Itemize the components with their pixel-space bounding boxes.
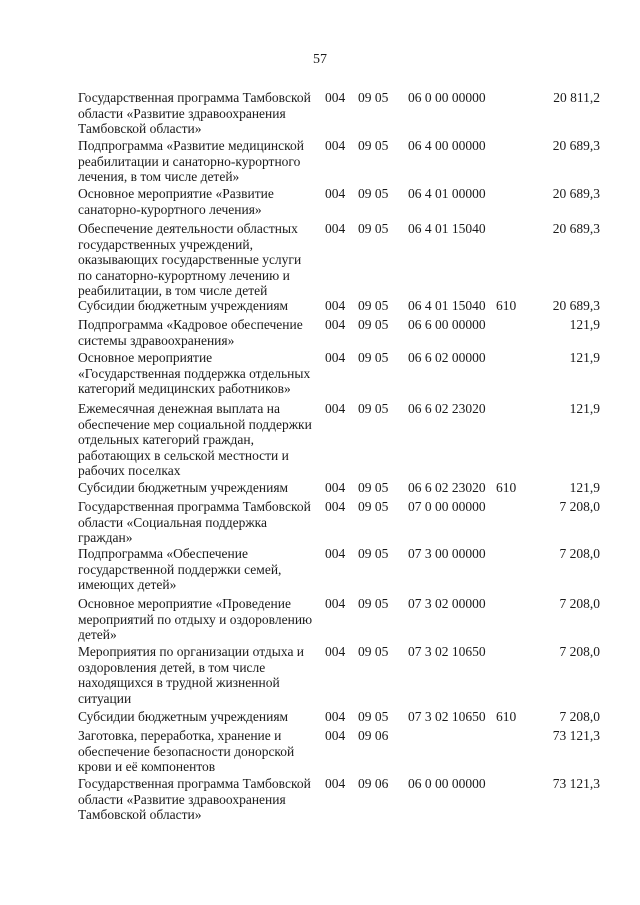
row-amount: 7 208,0	[559, 709, 600, 724]
row-amount: 20 689,3	[552, 298, 600, 313]
row-ministry-code: 004	[325, 728, 346, 743]
row-ministry-code: 004	[325, 499, 346, 514]
row-target-code: 06 4 01 00000	[408, 186, 486, 201]
row-amount: 7 208,0	[559, 546, 600, 561]
row-amount: 73 121,3	[552, 776, 600, 791]
row-section-code: 09 05	[358, 546, 389, 561]
row-target-code: 07 3 02 10650	[408, 644, 486, 659]
row-name: Государственная программа Тамбовской области «Развитие здравоохранения Тамбовской области»	[78, 90, 311, 136]
row-target-code: 06 6 02 00000	[408, 350, 486, 365]
row-amount: 20 689,3	[552, 138, 600, 153]
row-expense-type: 610	[496, 480, 517, 495]
row-ministry-code: 004	[325, 546, 346, 561]
row-target-code: 06 6 02 23020	[408, 401, 486, 416]
row-section-code: 09 05	[358, 317, 389, 332]
row-amount: 20 689,3	[552, 186, 600, 201]
row-target-code: 07 0 00 00000	[408, 499, 486, 514]
row-target-code: 06 0 00 00000	[408, 90, 486, 105]
row-ministry-code: 004	[325, 186, 346, 201]
row-ministry-code: 004	[325, 298, 346, 313]
row-section-code: 09 05	[358, 644, 389, 659]
row-target-code: 06 6 00 00000	[408, 317, 486, 332]
row-section-code: 09 05	[358, 401, 389, 416]
row-target-code: 07 3 02 10650	[408, 709, 486, 724]
row-section-code: 09 05	[358, 298, 389, 313]
row-name: Субсидии бюджетным учреждениям	[78, 298, 289, 313]
row-expense-type: 610	[496, 709, 517, 724]
row-name: Заготовка, переработка, хранение и обеспечение безопасности донорской крови и её компонентов	[78, 728, 295, 774]
row-amount: 7 208,0	[559, 499, 600, 514]
row-name: Субсидии бюджетным учреждениям	[78, 709, 289, 724]
row-name: Государственная программа Тамбовской области «Развитие здравоохранения Тамбовской области»	[78, 776, 311, 822]
row-section-code: 09 05	[358, 186, 389, 201]
row-amount: 121,9	[569, 480, 600, 495]
row-ministry-code: 004	[325, 644, 346, 659]
row-ministry-code: 004	[325, 138, 346, 153]
row-name: Мероприятия по организации отдыха и оздоровления детей, в том числе находящихся в трудной жизненной ситуации	[78, 644, 305, 706]
row-section-code: 09 05	[358, 480, 389, 495]
row-ministry-code: 004	[325, 221, 346, 236]
row-ministry-code: 004	[325, 480, 346, 495]
row-name: Ежемесячная денежная выплата на обеспечение мер социальной поддержки отдельных категорий граждан, работающих в сельской местности и рабочих поселках	[78, 401, 312, 478]
row-ministry-code: 004	[325, 596, 346, 611]
row-name: Основное мероприятие «Развитие санаторно-курортного лечения»	[78, 186, 274, 217]
row-amount: 121,9	[569, 401, 600, 416]
row-name: Основное мероприятие «Проведение мероприятий по отдыху и оздоровлению детей»	[78, 596, 313, 642]
row-target-code: 06 4 00 00000	[408, 138, 486, 153]
row-amount: 121,9	[569, 317, 600, 332]
row-ministry-code: 004	[325, 776, 346, 791]
row-name: Государственная программа Тамбовской области «Социальная поддержка граждан»	[78, 499, 311, 545]
row-section-code: 09 05	[358, 499, 389, 514]
row-section-code: 09 05	[358, 90, 389, 105]
row-ministry-code: 004	[325, 317, 346, 332]
row-amount: 7 208,0	[559, 644, 600, 659]
row-section-code: 09 05	[358, 221, 389, 236]
row-name: Подпрограмма «Обеспечение государственной поддержки семей, имеющих детей»	[78, 546, 282, 592]
row-section-code: 09 05	[358, 709, 389, 724]
row-target-code: 06 0 00 00000	[408, 776, 486, 791]
row-ministry-code: 004	[325, 350, 346, 365]
row-ministry-code: 004	[325, 90, 346, 105]
page-number: 57	[313, 52, 327, 67]
row-name: Подпрограмма «Кадровое обеспечение системы здравоохранения»	[78, 317, 303, 348]
row-target-code: 06 4 01 15040	[408, 298, 486, 313]
row-target-code: 06 6 02 23020	[408, 480, 486, 495]
row-section-code: 09 05	[358, 350, 389, 365]
row-target-code: 06 4 01 15040	[408, 221, 486, 236]
row-expense-type: 610	[496, 298, 517, 313]
row-target-code: 07 3 02 00000	[408, 596, 486, 611]
row-amount: 20 811,2	[553, 90, 600, 105]
row-section-code: 09 06	[358, 776, 389, 791]
row-section-code: 09 06	[358, 728, 389, 743]
row-target-code: 07 3 00 00000	[408, 546, 486, 561]
row-name: Подпрограмма «Развитие медицинской реабилитации и санаторно-курортного лечения, в том числе детей»	[78, 138, 304, 184]
row-section-code: 09 05	[358, 138, 389, 153]
row-amount: 20 689,3	[552, 221, 600, 236]
row-amount: 7 208,0	[559, 596, 600, 611]
row-ministry-code: 004	[325, 401, 346, 416]
row-section-code: 09 05	[358, 596, 389, 611]
row-amount: 121,9	[569, 350, 600, 365]
row-name: Субсидии бюджетным учреждениям	[78, 480, 289, 495]
row-name: Обеспечение деятельности областных государственных учреждений, оказывающих государственные услуги по санаторно-курортному лечению и реабилитации, в том числе детей	[78, 221, 302, 298]
row-amount: 73 121,3	[552, 728, 600, 743]
row-name: Основное мероприятие «Государственная поддержка отдельных категорий медицинских работников»	[78, 350, 311, 396]
row-ministry-code: 004	[325, 709, 346, 724]
